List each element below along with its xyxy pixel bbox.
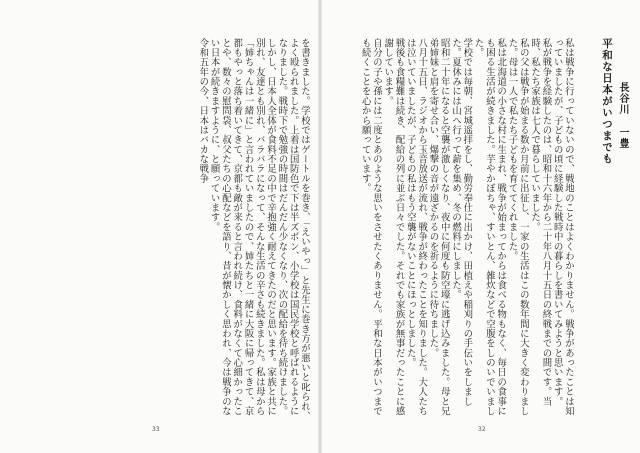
right-page-number: 32 bbox=[478, 426, 486, 433]
left-page-body: を書きました。学校ではゲートルを巻き、「えいやっ」と先生に巻き方が悪いと叱られ、よく殴られました。上着は国防色で下は半ズボン、小学校は国民学校と呼ばれるようになりました。戦時下で勉強の時間はだんだん少なくなり、次の配給を待ち続けました。 しかし、日本人全体が食料不足の中で辛抱強く耐えてきたのだと思います。家族と共に別れ、友達とも別れ、バラバラになって、そんな生活の辛さも続きました。私は母から「姉ちゃんは一緒に」と言われていましたので、姉たちと一緒に大阪に帰ってきて、京都もやっと落ち着いてきて、京都も敵が来ると言われ続け、食料がなくて心細かったことや、数々の慰問袋、叔父たちの心配などを語り、昔が懐かしく思われ、今は戦争のない日本が続きますように、と願っています。 令和五年の今、日本はバカな戦争 bbox=[197, 38, 310, 421]
left-page-number: 33 bbox=[152, 426, 160, 433]
right-page bbox=[322, 0, 640, 453]
essay-title: 平和な日本がいつまでも bbox=[601, 38, 613, 165]
left-page bbox=[0, 0, 318, 453]
right-page-body: 私は戦争に行っていないので、戦地のことはよくわかりません。戦争があったことは知っていましたが、子どもの頃に経験した戦時中の暮らしを書いてみようと思います。 私が戦争を経験したのは、昭和十六年から二十年八月十五日の終戦までの間です。当時、私たち家族は七人で暮らしていました。 私の父は戦争が始まる数か月前に出征し、一家の生活はこの数年間に大きく変わりました。母は一人で私たち子どもを育ててくれました。 私は北海道の小さな村に生まれ、戦争が始まってからは食べる物もなく、毎日の食事にも困る生活が続きました。芋やかぼちゃ、すいとん、雑炊などで空腹をしのいでいました。 学校では毎朝、宮城遥拝をし、勤労奉仕に出かけ、田植えや稲刈りの手伝いをしました。夏休みには山へ行って薪を集め、冬の燃料にしました。 昭和二十年になると空襲が激しくなり、夜中に何度も防空壕に逃げ込みました。母と兄弟姉妹と肩を寄せ合い、爆撃の音が遠ざかるのを祈るように待ちました。 八月十五日、ラジオから玉音放送が流れ、戦争が終わったことを知りました。大人たちは泣いていましたが、子どもの私はもう空襲がないことにほっとしました。 戦後も食糧難は続き、配給の列に並ぶ日々でした。それでも家族が無事だったことに感謝しています。 自分の子や孫には二度とあのような思いをさせたくありません。平和な日本がいつまでも続くことを心から願っています。 bbox=[359, 38, 574, 416]
essay-author: 長谷川 一豊 bbox=[617, 82, 628, 149]
essay-heading bbox=[584, 38, 634, 188]
